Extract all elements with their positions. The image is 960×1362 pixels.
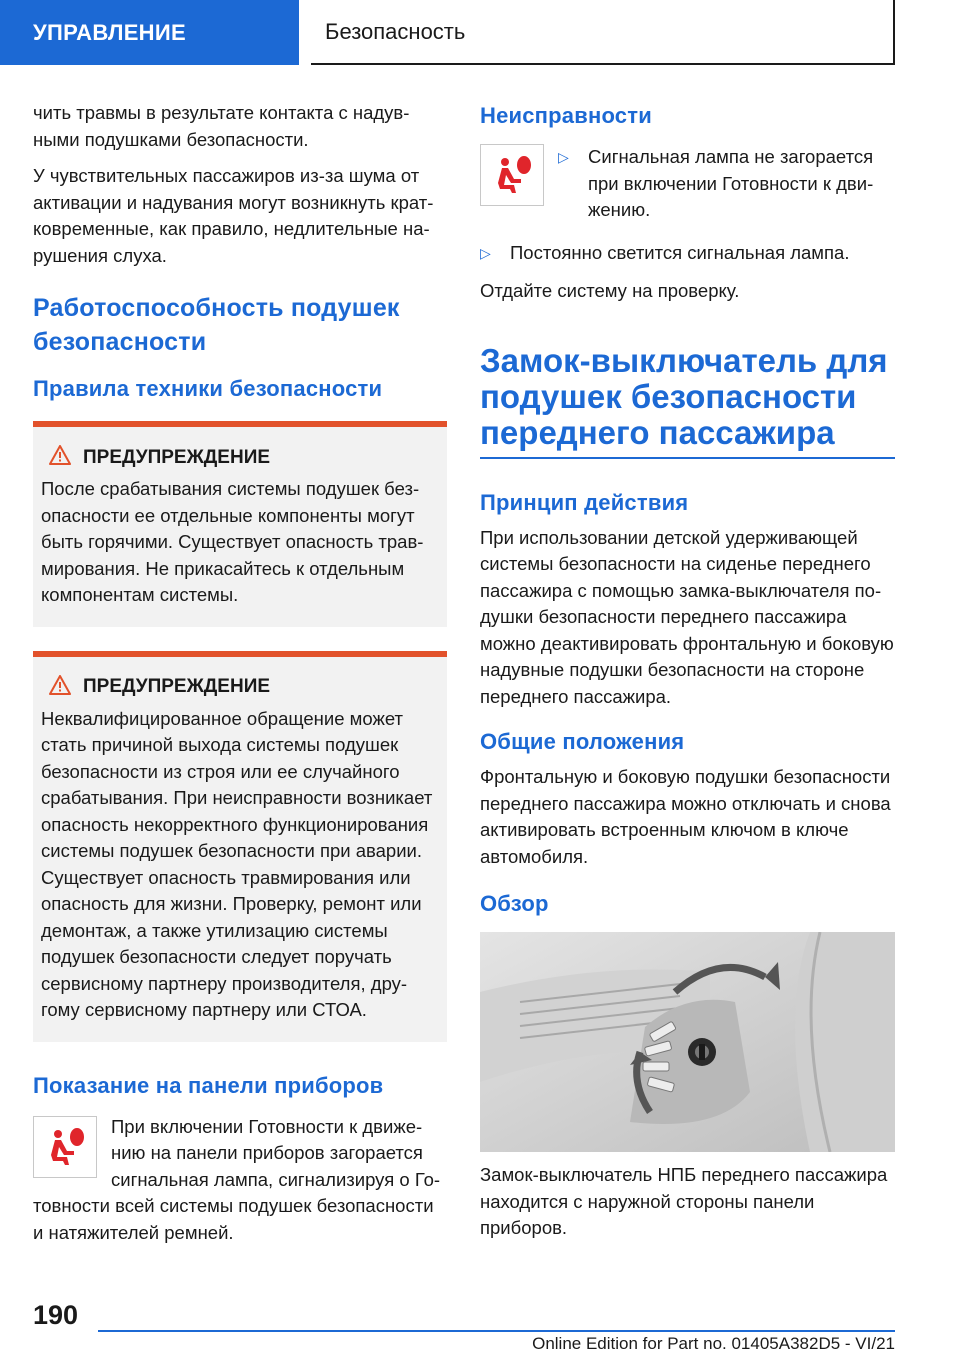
- warning-box-improper-handling: [33, 651, 447, 1042]
- heading-faults: Неисправности: [480, 103, 652, 128]
- heading-airbag-function: Работоспособность подушек безопасности: [33, 294, 400, 356]
- photo-caption: Замок-выключатель НПБ переднего пассажира находится с наружной стороны панели приборов.: [480, 1164, 888, 1238]
- heading-instrument-indicator: Показание на панели приборов: [33, 1072, 384, 1098]
- heading-general: Общие положения: [480, 729, 685, 754]
- warning-title: ПРЕДУПРЕЖДЕНИЕ: [83, 446, 271, 468]
- principle-text: При использовании детской удерживающей системы безопасности на сиденье переднего пассажира с помощью замка-выключателя подушки безопасности переднего пассажира можно деактивировать фронтальную и боковую надувные подушки безопасности на стороне переднего пассажира.: [480, 526, 894, 707]
- warning-text: После срабатывания системы подушек безопасности ее отдельные компоненты могут быть горячими. Существует опасность травмирования. Не прикасайтесь к отдельным компонентам системы.: [41, 478, 424, 605]
- list-item: [480, 240, 895, 267]
- heading-switch-wrap: [480, 343, 895, 459]
- warning-box-hot-components: [33, 421, 447, 627]
- page-number: 190: [33, 1300, 79, 1330]
- paragraph-injury: чить травмы в результате контакта с надувными подушками безопасности.: [33, 102, 410, 150]
- bullet-text: Сигнальная лампа не загорается при включении Готовности к движению.: [588, 146, 874, 220]
- triangle-right-icon: ▷: [480, 244, 491, 261]
- triangle-right-icon: ▷: [558, 149, 569, 165]
- airbag-switch-photo: [480, 932, 895, 1152]
- footer-edition: Online Edition for Part no. 01405A382D5 - VI/21: [532, 1334, 895, 1353]
- airbag-warning-lamp-icon: [33, 1116, 97, 1178]
- footer-divider: [98, 1330, 895, 1332]
- left-column: [33, 100, 447, 1256]
- heading-overview: Обзор: [480, 891, 549, 916]
- section-title: Безопасность: [311, 0, 895, 65]
- paragraph-hearing: У чувствительных пассажиров из-за шума от активации и надувания могут возникнуть кратковременные, как правило, недлительные нарушения слуха.: [33, 165, 434, 266]
- general-text: Фронтальную и боковую подушки безопасности переднего пассажира можно отключать и снова активировать встроенным ключом в ключе автомобиля.: [480, 766, 891, 867]
- airbag-warning-lamp-icon: [480, 144, 544, 206]
- heading-principle: Принцип действия: [480, 489, 689, 515]
- right-column: [480, 100, 895, 1252]
- indicator-block: [33, 1114, 447, 1247]
- bullet-text: Постоянно светится сигнальная лампа.: [510, 241, 850, 263]
- heading-airbag-switch: Замок-выключатель для подушек безопасности переднего пассажира: [480, 341, 888, 451]
- chapter-tab: УПРАВЛЕНИЕ: [0, 0, 299, 65]
- warning-title: ПРЕДУПРЕЖДЕНИЕ: [83, 676, 271, 697]
- indicator-text: При включении Готовности к движению на панели приборов загорается сигнальная лампа, сигнализируя о Готовности всей системы подушек безопасности и натяжителей ремней.: [33, 1115, 441, 1243]
- list-item: [558, 144, 895, 224]
- warning-text: Неквалифицированное обращение может стать причиной выхода системы подушек безопасности из строя или ее случайного срабатывания. При неисправности возникает опасность некорректного функционирования системы подушек безопасности при аварии. Существует опасность травмирования или опасность для жизни. Проверку, ремонт или демонтаж, а также утилизацию системы подушек безопасности следует поручать сервисному партнеру производителя, другому сервисному партнеру или СТОА.: [41, 707, 433, 1020]
- faults-action: Отдайте систему на проверку.: [480, 280, 740, 301]
- heading-safety-rules: Правила техники безопасности: [33, 376, 383, 401]
- warning-triangle-icon: [49, 445, 71, 470]
- warning-triangle-icon: [49, 675, 71, 700]
